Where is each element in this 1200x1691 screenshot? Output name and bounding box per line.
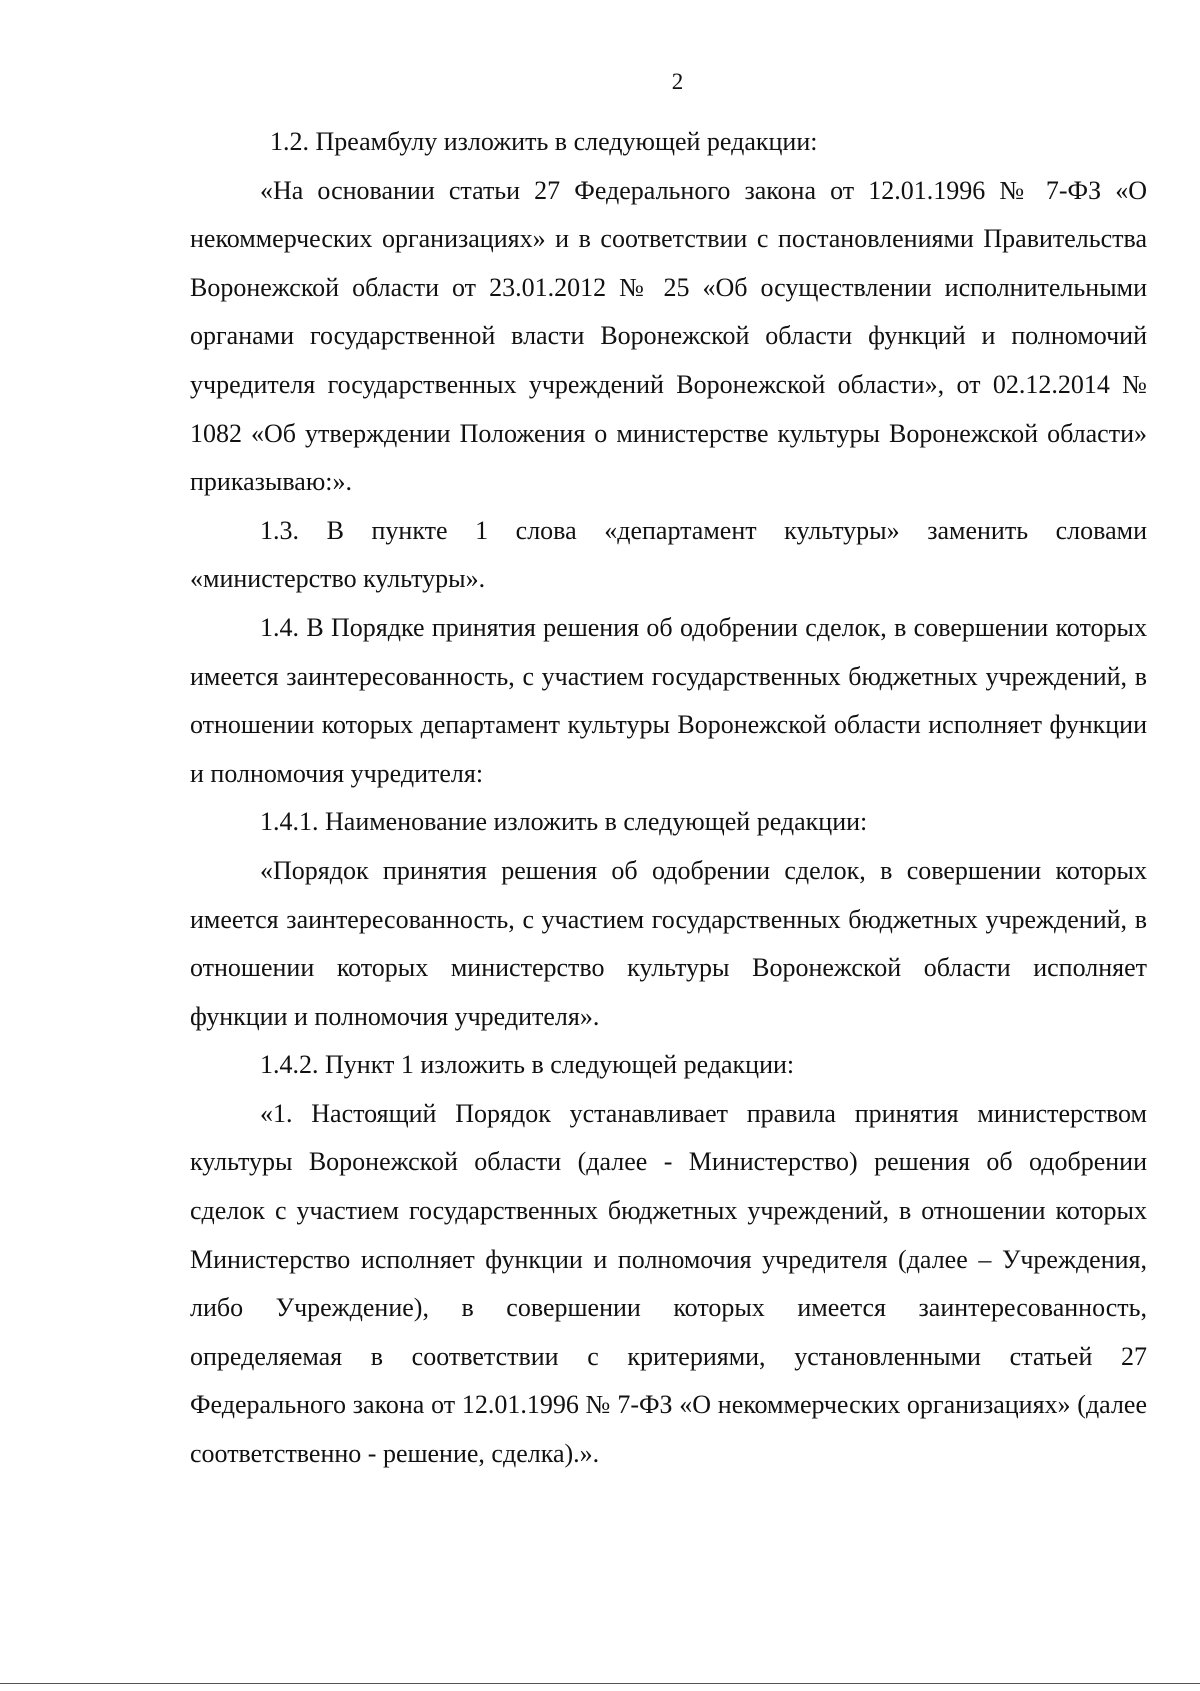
paragraph-1-4: 1.4. В Порядке принятия решения об одобрении сделок, в совершении которых имеется заинтересованность, с участием государственных бюджетных учреждений, в отношении которых департамент культуры Воронежской области исполняет функции и полномочия учредителя: — [190, 612, 1147, 788]
paragraph-1-4-1: 1.4.1. Наименование изложить в следующей редакции: — [260, 807, 868, 837]
paragraph-preamble-text: «На основании статьи 27 Федерального закона от 12.01.1996 № 7-ФЗ «О некоммерческих организациях» и в соответствии с постановлениями Правительства Воронежской области от 23.01.2012 № 25 «Об осуществлении исполнительными органами государственной власти Воронежской области функций и полномочий учредителя государственных учреждений Воронежской области», от 02.12.2014 № 1082 «Об утверждении Положения о министерстве культуры Воронежской области» приказываю:». — [190, 175, 1147, 497]
paragraph-procedure-title: «Порядок принятия решения об одобрении сделок, в совершении которых имеется заинтересованность, с участием государственных бюджетных учреждений, в отношении которых министерство культуры Воронежской области исполняет функции и полномочия учредителя». — [190, 855, 1147, 1031]
page-number: 2 — [671, 69, 684, 94]
paragraph-1-2: 1.2. Преамбулу изложить в следующей редакции: — [270, 127, 818, 156]
paragraph-1-4-2: 1.4.2. Пункт 1 изложить в следующей редакции: — [260, 1050, 795, 1080]
paragraph-clause-1-text: «1. Настоящий Порядок устанавливает правила принятия министерством культуры Воронежской области (далее - Министерство) решения об одобрении сделок с участием государственных бюджетных учреждений, в отношении которых Министерство исполняет функции и полномочия учредителя (далее – Учреждения, либо Учреждение), в совершении которых имеется заинтересованность, определяемая в соответствии с критериями, установленными статьей 27 Федерального закона от 12.01.1996 № 7-ФЗ «О некоммерческих организациях» (далее соответственно - решение, сделка).». — [190, 1098, 1147, 1469]
document-body — [190, 118, 1147, 1479]
page-bottom-rule — [0, 1683, 1200, 1684]
paragraph-1-3: 1.3. В пункте 1 слова «департамент культуры» заменить словами «министерство культуры». — [190, 515, 1147, 594]
